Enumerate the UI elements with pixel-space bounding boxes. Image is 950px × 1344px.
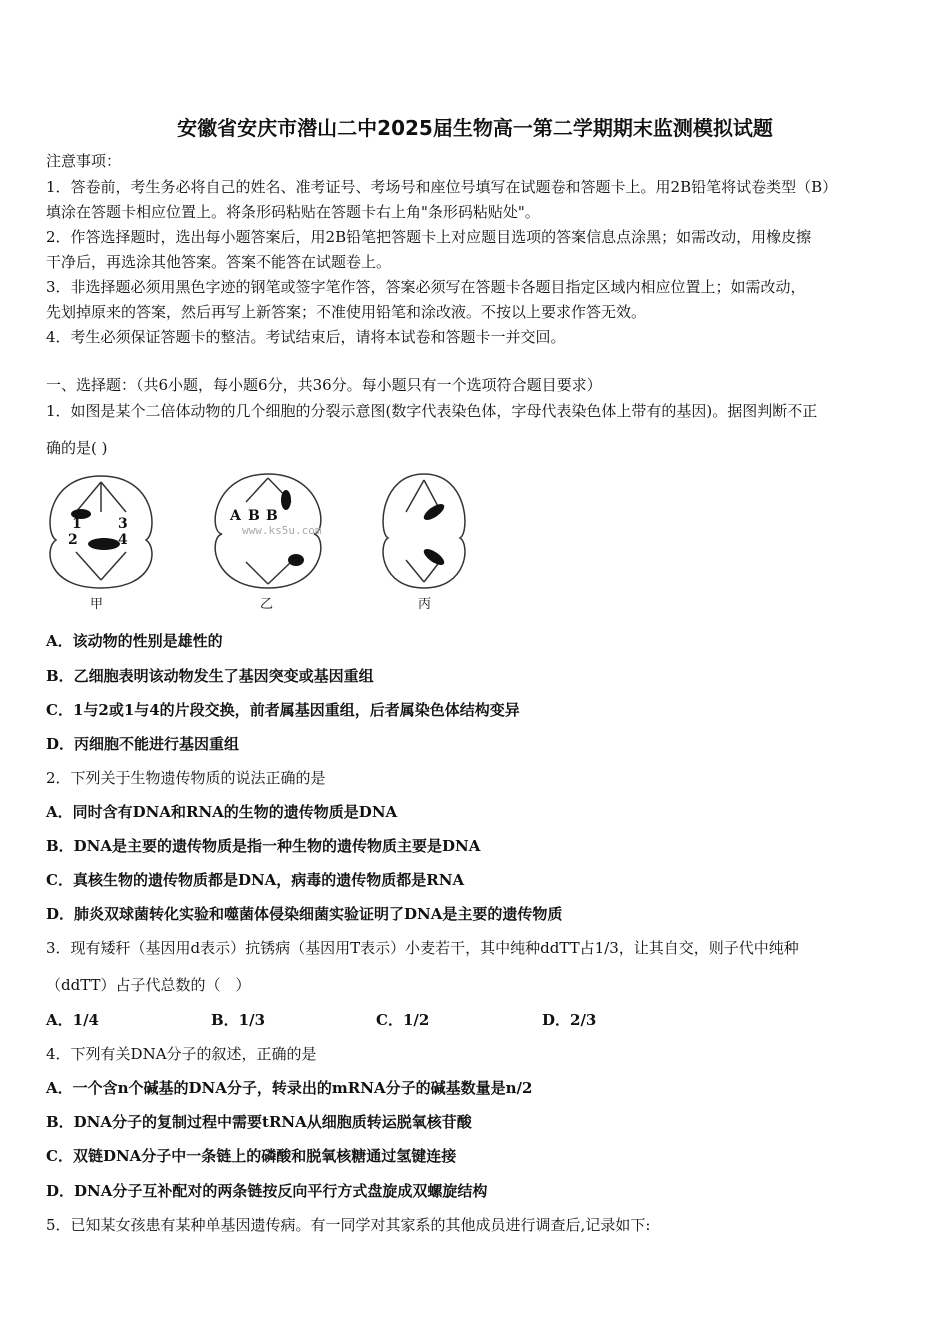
question-stem: 4．下列有关DNA分子的叙述，正确的是 bbox=[46, 1045, 317, 1063]
chromosome-label: 3 bbox=[118, 516, 128, 532]
option: D．DNA分子互补配对的两条链按反向平行方式盘旋成双螺旋结构 bbox=[46, 1182, 488, 1200]
option: B．DNA是主要的遗传物质是指一种生物的遗传物质主要是DNA bbox=[46, 837, 481, 855]
cell-division-figure bbox=[46, 472, 470, 617]
option: A．一个含n个碱基的DNA分子，转录出的mRNA分子的碱基数量是n/2 bbox=[46, 1079, 533, 1097]
gene-label: B bbox=[266, 508, 278, 524]
note-line: 2．作答选择题时，选出每小题答案后，用2B铅笔把答题卡上对应题目选项的答案信息点涂黑；如需改动，用橡皮擦 bbox=[46, 228, 812, 246]
option: C．双链DNA分子中一条链上的磷酸和脱氧核糖通过氢键连接 bbox=[46, 1147, 457, 1165]
gene-label: B bbox=[248, 508, 260, 524]
question-stem: （ddTT）占子代总数的（ ） bbox=[46, 976, 251, 994]
option: C．1/2 bbox=[376, 1011, 430, 1029]
chromosome-label: 4 bbox=[118, 532, 128, 548]
note-line: 4．考生必须保证答题卡的整洁。考试结束后，请将本试卷和答题卡一并交回。 bbox=[46, 328, 566, 346]
option: D．肺炎双球菌转化实验和噬菌体侵染细菌实验证明了DNA是主要的遗传物质 bbox=[46, 905, 563, 923]
note-line: 3．非选择题必须用黑色字迹的钢笔或签字笔作答，答案必须写在答题卡各题目指定区域内相应位置上；如需改动， bbox=[46, 278, 806, 296]
question-stem: 3．现有矮秆（基因用d表示）抗锈病（基因用T表示）小麦若干，其中纯种ddTT占1/3，让其自交，则子代中纯种 bbox=[46, 939, 799, 957]
option: A．1/4 bbox=[46, 1011, 99, 1029]
chromosome-label: 1 bbox=[72, 516, 82, 532]
cell-label: 乙 bbox=[260, 597, 274, 612]
note-line: 先划掉原来的答案，然后再写上新答案；不准使用铅笔和涂改液。不按以上要求作答无效。 bbox=[46, 303, 647, 321]
option: A．该动物的性别是雄性的 bbox=[46, 632, 223, 650]
chromosome-label: 2 bbox=[68, 532, 78, 548]
cell-label: 甲 bbox=[90, 597, 104, 612]
note-line: 干净后，再选涂其他答案。答案不能答在试题卷上。 bbox=[46, 253, 392, 271]
section-heading: 一、选择题：（共6小题，每小题6分，共36分。每小题只有一个选项符合题目要求） bbox=[46, 376, 602, 394]
question-stem: 2．下列关于生物遗传物质的说法正确的是 bbox=[46, 769, 326, 787]
question-stem: 确的是( ) bbox=[46, 439, 108, 457]
gene-label: A bbox=[230, 508, 241, 524]
question-stem: 5．已知某女孩患有某种单基因遗传病。有一同学对其家系的其他成员进行调查后,记录如下: bbox=[46, 1216, 651, 1234]
option: C．1与2或1与4的片段交换，前者属基因重组，后者属染色体结构变异 bbox=[46, 701, 520, 719]
option: D．丙细胞不能进行基因重组 bbox=[46, 735, 240, 753]
option: B．DNA分子的复制过程中需要tRNA从细胞质转运脱氧核苷酸 bbox=[46, 1113, 472, 1131]
option: D．2/3 bbox=[542, 1011, 597, 1029]
notes-heading: 注意事项： bbox=[46, 152, 122, 170]
question-stem: 1．如图是某个二倍体动物的几个细胞的分裂示意图(数字代表染色体，字母代表染色体上带有的基因)。据图判断不正 bbox=[46, 402, 818, 420]
cell-label: 丙 bbox=[418, 597, 432, 612]
watermark: www.ks5u.com bbox=[242, 524, 322, 537]
option: B．1/3 bbox=[211, 1011, 266, 1029]
option: A．同时含有DNA和RNA的生物的遗传物质是DNA bbox=[46, 803, 398, 821]
option: C．真核生物的遗传物质都是DNA，病毒的遗传物质都是RNA bbox=[46, 871, 465, 889]
option: B．乙细胞表明该动物发生了基因突变或基因重组 bbox=[46, 667, 374, 685]
note-line: 填涂在答题卡相应位置上。将条形码粘贴在答题卡右上角"条形码粘贴处"。 bbox=[46, 203, 540, 221]
page-title: 安徽省安庆市潜山二中2025届生物高一第二学期期末监测模拟试题 bbox=[177, 116, 773, 140]
note-line: 1．答卷前，考生务必将自己的姓名、准考证号、考场号和座位号填写在试题卷和答题卡上。用2B铅笔将试卷类型（B） bbox=[46, 178, 838, 196]
